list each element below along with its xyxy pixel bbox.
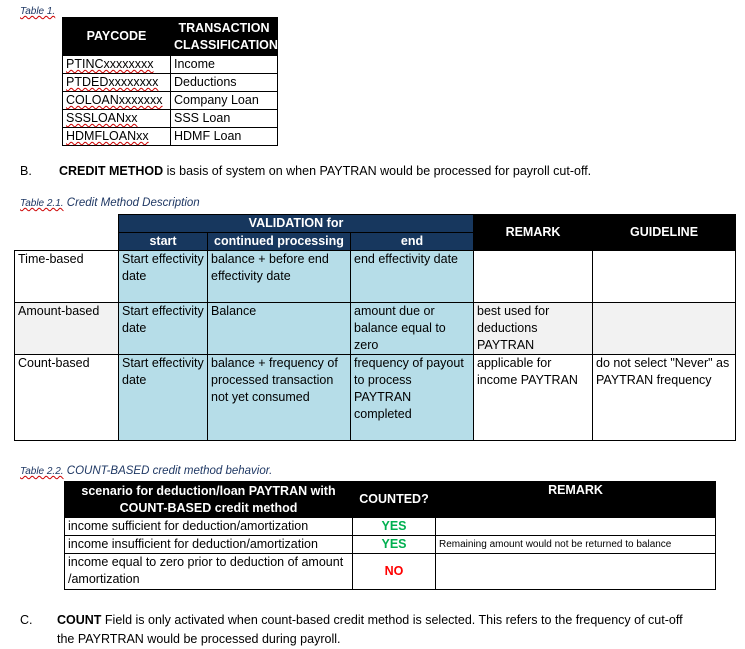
continued-processing-column-header: continued processing — [208, 233, 351, 251]
guideline-cell — [593, 251, 736, 303]
classification-cell: Deductions — [171, 74, 278, 92]
method-name-cell: Count-based — [15, 355, 119, 441]
classification-cell: Income — [171, 56, 278, 74]
remark-column-header: REMARK — [436, 482, 716, 518]
table-row — [63, 92, 278, 110]
table-row — [15, 355, 736, 441]
table-row — [15, 303, 736, 355]
scenario-cell: income insufficient for deduction/amortization — [65, 536, 353, 554]
paycode-cell: HDMFLOANxx — [63, 128, 171, 146]
classification-cell: Company Loan — [171, 92, 278, 110]
table2-2-caption-number: Table 2.2. — [20, 466, 64, 477]
paycode-cell: PTINCxxxxxxxx — [63, 56, 171, 74]
table-row — [65, 536, 716, 554]
end-cell: frequency of payout to process PAYTRAN completed — [351, 355, 474, 441]
remark-cell: Remaining amount would not be returned to balance — [436, 536, 716, 554]
end-cell: amount due or balance equal to zero — [351, 303, 474, 355]
paycode-table — [62, 17, 278, 146]
table-row — [65, 518, 716, 536]
empty-header-cell — [15, 233, 119, 251]
start-cell: Start effectivity date — [119, 355, 208, 441]
table1-caption — [20, 5, 55, 17]
start-cell: Start effectivity date — [119, 303, 208, 355]
paycode-cell: SSSLOANxx — [63, 110, 171, 128]
section-b-text: is basis of system on when PAYTRAN would be processed for payroll cut-off. — [163, 164, 592, 178]
guideline-cell: do not select "Never" as PAYTRAN frequency — [593, 355, 736, 441]
continued-cell: balance + before end effectivity date — [208, 251, 351, 303]
count-based-behavior-table — [64, 481, 716, 590]
start-cell: Start effectivity date — [119, 251, 208, 303]
guideline-cell — [593, 303, 736, 355]
counted-cell: YES — [353, 536, 436, 554]
end-cell: end effectivity date — [351, 251, 474, 303]
credit-method-term: CREDIT METHOD — [59, 164, 164, 178]
table2-2-caption-text: COUNT-BASED credit method behavior. — [63, 465, 273, 477]
continued-cell: balance + frequency of processed transaction not yet consumed — [208, 355, 351, 441]
start-column-header: start — [119, 233, 208, 251]
classification-cell: HDMF Loan — [171, 128, 278, 146]
count-term: COUNT — [57, 613, 102, 627]
counted-cell: YES — [353, 518, 436, 536]
paycode-cell: COLOANxxxxxxx — [63, 92, 171, 110]
transaction-classification-column-header: TRANSACTION CLASSIFICATION — [171, 18, 278, 56]
counted-cell: NO — [353, 554, 436, 590]
table-row — [63, 74, 278, 92]
table2-2-caption — [20, 465, 272, 477]
classification-cell: SSS Loan — [171, 110, 278, 128]
end-column-header: end — [351, 233, 474, 251]
table2-1-caption-number: Table 2.1. — [20, 198, 64, 209]
remark-cell: best used for deductions PAYTRAN — [474, 303, 593, 355]
remark-cell — [474, 251, 593, 303]
empty-header-cell — [15, 215, 119, 233]
scenario-cell: income sufficient for deduction/amortization — [65, 518, 353, 536]
remark-cell: applicable for income PAYTRAN — [474, 355, 593, 441]
table-row — [65, 554, 716, 590]
method-name-cell: Amount-based — [15, 303, 119, 355]
scenario-cell: income equal to zero prior to deduction of amount /amortization — [65, 554, 353, 590]
table1-caption-number: Table 1. — [20, 6, 56, 17]
table2-1-caption — [20, 197, 200, 209]
counted-column-header: COUNTED? — [353, 482, 436, 518]
section-b-letter: B. — [20, 164, 32, 178]
paycode-cell: PTDEDxxxxxxxx — [63, 74, 171, 92]
continued-cell: Balance — [208, 303, 351, 355]
guideline-column-header: GUIDELINE — [593, 215, 736, 251]
section-c-paragraph-line1 — [57, 612, 683, 629]
table-row — [63, 128, 278, 146]
table-row — [15, 251, 736, 303]
method-name-cell: Time-based — [15, 251, 119, 303]
section-c-text: Field is only activated when count-based credit method is selected. This refers to the frequency of cut-off — [101, 613, 683, 627]
validation-header: VALIDATION for — [119, 215, 474, 233]
credit-method-table — [14, 214, 736, 441]
scenario-column-header: scenario for deduction/loan PAYTRAN with COUNT-BASED credit method — [65, 482, 353, 518]
section-b-paragraph — [59, 163, 591, 180]
paycode-column-header: PAYCODE — [63, 18, 171, 56]
section-c-letter: C. — [20, 613, 33, 627]
table2-1-caption-text: Credit Method Description — [63, 197, 200, 209]
table-row — [63, 110, 278, 128]
remark-cell — [436, 518, 716, 536]
remark-column-header: REMARK — [474, 215, 593, 251]
table-row — [63, 56, 278, 74]
section-c-paragraph-line2: the PAYRTRAN would be processed during payroll. — [57, 632, 341, 646]
remark-cell — [436, 554, 716, 590]
